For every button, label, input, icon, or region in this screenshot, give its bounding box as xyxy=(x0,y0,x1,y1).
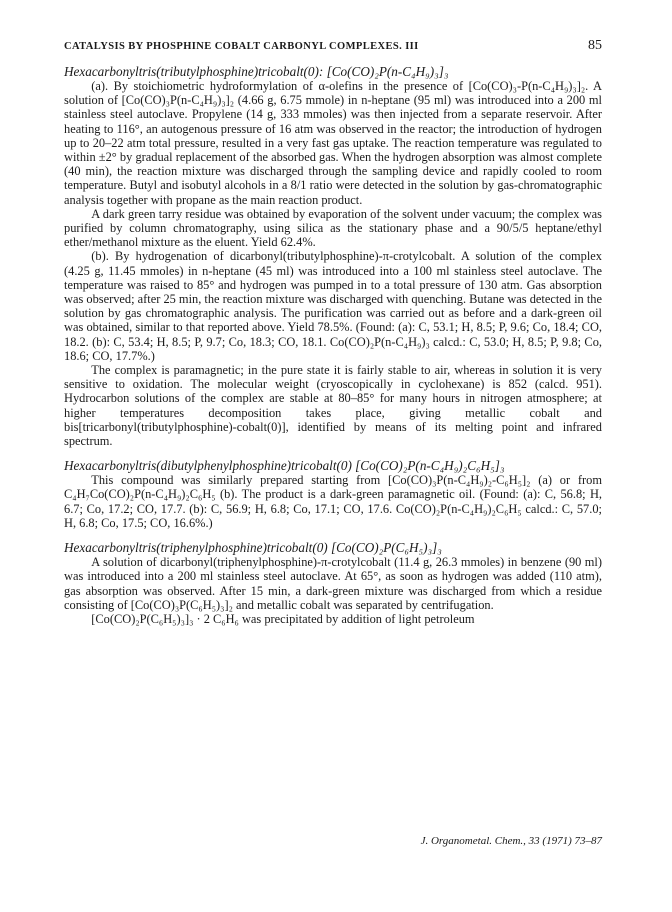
section-heading: Hexacarbonyltris(dibutylphenylphosphine)tricobalt(0) [Co(CO)₂P(n-C₄H₉)₂C₆H₅]₃ xyxy=(64,458,505,474)
section-heading: Hexacarbonyltris(triphenylphosphine)tricobalt(0) [Co(CO)₂P(C₆H₅)₃]₃ xyxy=(64,540,442,556)
running-title: CATALYSIS BY PHOSPHINE COBALT CARBONYL COMPLEXES. III xyxy=(64,41,419,52)
section-tributylphosphine xyxy=(64,64,602,448)
paragraph: This compound was similarly prepared starting from [Co(CO)₃P(n-C₄H₉)₂-C₆H₅]₂ (a) or from C₄H₇Co(CO)₂P(n-C₄H₉)₂C₆H₅ (b). The product is a dark-green paramagnetic oil. (Found: (a): C, 56.8; H, 6.7; Co, 17.2; CO, 17.7. (b): C, 56.9; H, 6.8; Co, 17.1; CO, 17.6. Co(CO)₂P(n-C₄H₉)₂C₆H₅ calcd.: C, 57.0; H, 6.8; Co, 17.5; CO, 16.6%.) xyxy=(64,473,602,530)
page xyxy=(64,38,602,626)
paragraph: [Co(CO)₂P(C₆H₅)₃]₃ · 2 C₆H₆ was precipitated by addition of light petroleum xyxy=(91,611,475,626)
section-heading: Hexacarbonyltris(tributylphosphine)tricobalt(0): [Co(CO)₂P(n-C₄H₉)₃]₃ xyxy=(64,64,449,79)
paragraph: (b). By hydrogenation of dicarbonyl(tributylphosphine)-π-crotylcobalt. A solution of the complex (4.25 g, 11.45 mmoles) in n-heptane (45 ml) was introduced into a 100 ml stainless steel autoclave. The temperature was raised to 85° and hydrogen was pumped in to a total pressure of 130 atm. Gas absorption was observed; after 25 min, the reaction mixture was discharged with quenching. Butane was detected in the solution by gas chromatographic analysis. The purification was carried out as before and a dark-green oil was obtained, similar to that reported above. Yield 78.5%. (Found: (a): C, 53.1; H, 8.5; P, 9.6; Co, 18.4; CO, 18.2. (b): C, 53.4; H, 8.5; P, 9.7; Co, 18.3; CO, 18.1. Co(CO)₂P(n-C₄H₉)₃ calcd.: C, 53.0; H, 8.5; P, 9.8; Co, 18.6; CO, 17.7%.) xyxy=(64,249,602,363)
journal-citation: J. Organometal. Chem., 33 (1971) 73–87 xyxy=(420,835,602,847)
section-dibutylphenylphosphine xyxy=(64,458,602,530)
paragraph: A solution of dicarbonyl(triphenylphosphine)-π-crotylcobalt (11.4 g, 26.3 mmoles) in benzene (90 ml) was introduced into a 200 ml stainless steel autoclave. At 65°, as soon as hydrogen was added (110 atm), gas absorption was observed. After 15 min, a dark-green mixture was discharged from which a residue consisting of [Co(CO)₃P(C₆H₅)₃]₂ and metallic cobalt was separated by centrifugation. xyxy=(64,555,602,612)
paragraph: The complex is paramagnetic; in the pure state it is fairly stable to air, whereas in solution it is very sensitive to oxidation. The molecular weight (cryoscopically in cyclohexane) is 852 (calcd. 951). Hydrocarbon solutions of the complex are stable at 80–85° for many hours in nitrogen atmosphere; at higher temperatures decomposition takes place, giving metallic cobalt and bis[tricarbonyl(tributylphosphine)-cobalt(0)], identified by means of its melting point and infrared spectrum. xyxy=(64,363,602,449)
running-header xyxy=(64,38,602,58)
page-number: 85 xyxy=(588,38,602,53)
paragraph: (a). By stoichiometric hydroformylation of α-olefins in the presence of [Co(CO)₃-P(n-C₄H₉)₃]₂. A solution of [Co(CO)₃P(n-C₄H₉)₃]₂ (4.66 g, 6.75 mmole) in n-heptane (95 ml) was introduced into a 200 ml stainless steel autoclave. Propylene (14 g, 333 mmoles) was then injected from a separate reservoir. After heating to 116°, an autogenous pressure of 16 atm was observed in the reactor; the introduction of hydrogen up to 20–22 atm total pressure, resulted in a very fast gas uptake. The reaction temperature was regulated to within ±2° by gradual replacement of the absorbed gas. When the hydrogen absorption was almost complete (40 min), the reaction mixture was discharged through the sampling device and rapidly cooled to room temperature. Butyl and isobutyl alcohols in a 8/1 ratio were detected in the solution by gas-chromatographic analysis together with propane as the main reaction product. xyxy=(64,79,602,207)
section-triphenylphosphine xyxy=(64,540,602,626)
paragraph: A dark green tarry residue was obtained by evaporation of the solvent under vacuum; the complex was purified by column chromatography, using silica as the stationary phase and a 90/5/5 heptane/ethyl ether/methanol mixture as the eluent. Yield 62.4%. xyxy=(64,206,602,250)
